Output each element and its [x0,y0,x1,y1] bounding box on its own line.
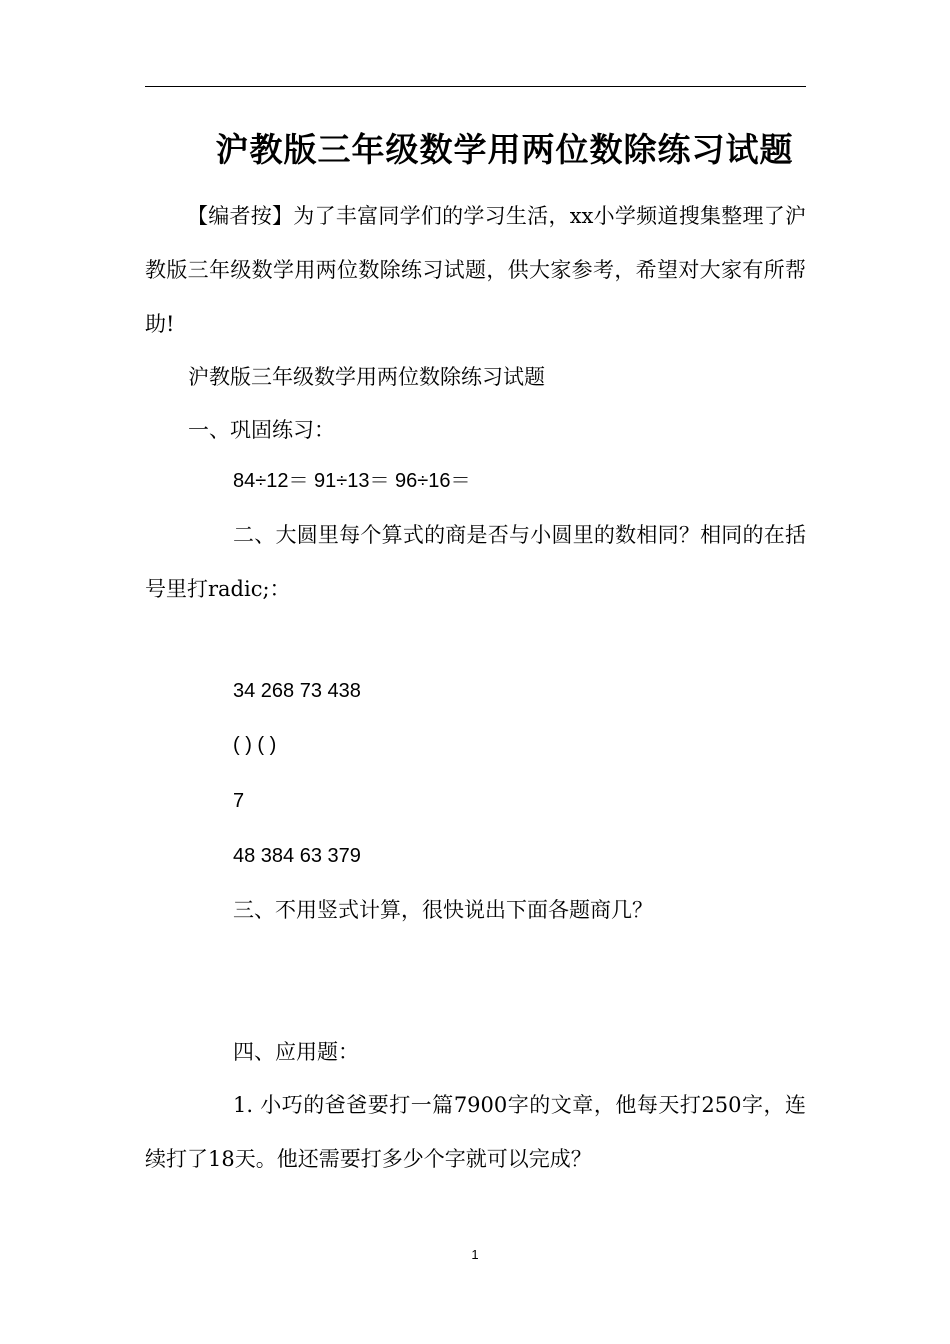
section2-line-1: 34 268 73 438 [233,680,361,702]
section1-exercises: 84÷12＝ 91÷13＝ 96÷16＝ [233,470,471,492]
section2-line-4: 48 384 63 379 [233,845,361,867]
problem-1: 1. 小巧的爸爸要打一篇7900字的文章，他每天打250字，连续打了18天。他还需要打多少个字就可以完成？ [145,1093,806,1171]
section1-heading: 一、巩固练习： [188,418,335,442]
section4-heading: 四、应用题： [233,1040,359,1064]
intro-paragraph: 【编者按】为了丰富同学们的学习生活，xx小学频道搜集整理了沪教版三年级数学用两位数除练习试题，供大家参考，希望对大家有所帮助! [145,204,806,336]
page-number: 1 [471,1247,479,1262]
page-title: 沪教版三年级数学用两位数除练习试题 [215,130,794,169]
subtitle-line: 沪教版三年级数学用两位数除练习试题 [188,365,545,389]
section2-paragraph: 二、大圆里每个算式的商是否与小圆里的数相同？相同的在括号里打radic;： [145,523,806,601]
section2-line-3: 7 [233,790,245,812]
header-rule [145,86,806,87]
section2-line-2: ( ) ( ) [233,734,277,756]
section3-heading: 三、不用竖式计算，很快说出下面各题商几？ [233,898,653,922]
